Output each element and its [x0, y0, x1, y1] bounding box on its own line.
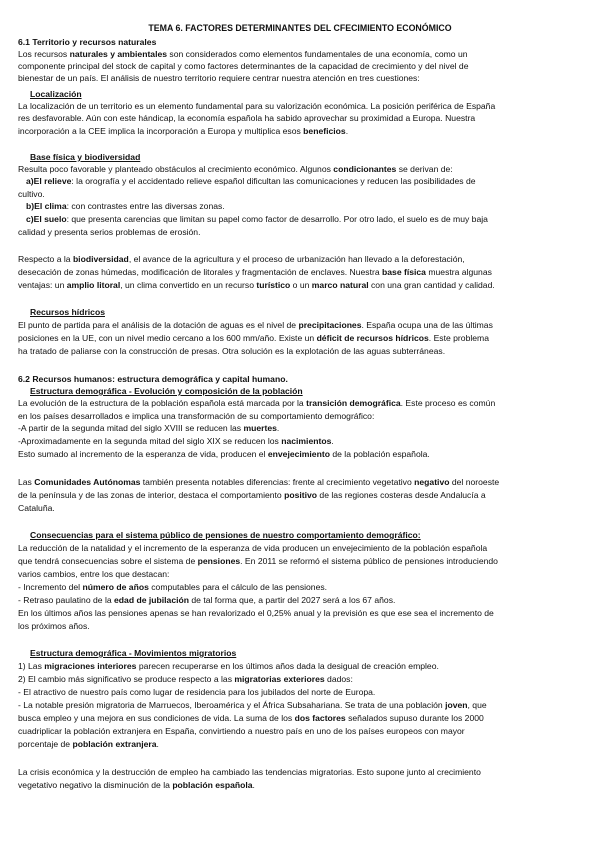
bold-text: marco natural	[311, 280, 369, 290]
bold-text: beneficios	[303, 126, 346, 136]
paragraph-line	[18, 556, 498, 568]
underlined-heading-text: Base física y biodiversidad	[30, 152, 141, 162]
subheading	[30, 530, 421, 542]
text-run: . Este proceso es común	[400, 398, 496, 408]
paragraph-line	[18, 49, 468, 61]
text-run: señalados supuso durante los 2000	[345, 713, 484, 723]
text-run: parecen recuperarse en los últimos años dada la desigual de creación empleo.	[136, 661, 439, 671]
text-run: - La notable presión migratoria de Marruecos, Iberoamérica y el África Subsahariana. Se trata de una población	[18, 700, 446, 710]
text-run: : la orografía y el accidentado relieve español dificultan las comunicaciones y reducen las posibilidades de	[71, 176, 476, 186]
text-run: 2) El cambio más significativo se produce respecto a las	[18, 674, 235, 684]
paragraph-line	[18, 346, 445, 358]
text-run: o un	[290, 280, 312, 290]
list-item	[18, 661, 439, 673]
paragraph-line	[18, 189, 45, 201]
text-run: también presenta notables diferencias: frente al crecimiento vegetativo	[140, 477, 415, 487]
text-run: .	[156, 739, 159, 749]
paragraph-line	[18, 490, 486, 502]
bold-text: migratorias exteriores	[234, 674, 325, 684]
paragraph-line	[18, 436, 334, 448]
list-item	[18, 595, 395, 607]
paragraph-line	[18, 126, 348, 138]
paragraph-line	[18, 621, 90, 633]
text-run: La localización de un territorio es un elemento fundamental para su valorización económica. La posición periférica de España	[18, 101, 496, 111]
text-run: : que presenta carencias que limitan su papel como factor de desarrollo. Por otro lado, el suelo es de muy baja	[66, 214, 488, 224]
text-run: El punto de partida para el análisis de la dotación de aguas es el nivel de	[18, 320, 299, 330]
paragraph-line	[18, 423, 279, 435]
bold-text: dos factores	[294, 713, 346, 723]
paragraph-line	[18, 713, 484, 725]
text-run: Resulta poco favorable y planteado obstáculos al crecimiento económico. Algunos	[18, 164, 334, 174]
text-run: Esto sumado al incremento de la esperanza de vida, producen el	[18, 449, 268, 459]
subheading	[30, 386, 303, 398]
bold-text: edad de jubilación	[114, 595, 189, 605]
bold-text: 6.2 Recursos humanos: estructura demográfica y capital humano.	[18, 374, 288, 384]
paragraph-line	[18, 267, 492, 279]
paragraph-line	[18, 113, 475, 125]
text-run: del noroeste	[449, 477, 500, 487]
bold-text: número de años	[82, 582, 149, 592]
bold-text: población extranjera	[72, 739, 157, 749]
document-title: TEMA 6. FACTORES DETERMINANTES DEL CFECIMIENTO ECONÓMICO	[148, 23, 452, 33]
section-heading	[18, 374, 288, 386]
text-run: ventajas: un	[18, 280, 67, 290]
bold-text: transición demográfica	[306, 398, 401, 408]
text-run: Las	[18, 477, 35, 487]
paragraph-line	[18, 398, 495, 410]
subheading	[30, 648, 236, 660]
text-run: con una gran cantidad y calidad.	[368, 280, 495, 290]
bold-text: precipitaciones	[298, 320, 362, 330]
bold-text: 6.1 Territorio y recursos naturales	[18, 37, 157, 47]
text-run: de las regiones costeras desde Andalucía a	[317, 490, 486, 500]
text-run: cultivo.	[18, 189, 45, 199]
text-run: -A partir de la segunda mitad del siglo XVIII se reducen las	[18, 423, 244, 433]
underlined-heading-text: Consecuencias para el sistema público de pensiones de nuestro comportamiento demográfico:	[30, 530, 421, 540]
text-run: de la península y de las zonas de interior, destaca el comportamiento	[18, 490, 285, 500]
paragraph-line	[18, 569, 169, 581]
text-run: se derivan de:	[396, 164, 453, 174]
bold-text: base física	[382, 267, 426, 277]
text-run: cuadriplicar la población extranjera en España, convirtiendo a nuestro país en uno de los países europeos con mayor	[18, 726, 465, 736]
bold-text: muertes	[243, 423, 277, 433]
text-run: porcentaje de	[18, 739, 73, 749]
text-run: son considerados como elementos fundamentales de una economía, como un	[167, 49, 468, 59]
text-run: .	[331, 436, 334, 446]
section-heading	[18, 37, 156, 49]
list-item	[18, 582, 327, 594]
underlined-heading-text: Recursos hídricos	[30, 307, 105, 317]
bold-text: joven	[445, 700, 468, 710]
paragraph-line	[18, 73, 420, 85]
bold-text: población española	[172, 780, 253, 790]
subheading	[30, 152, 140, 164]
paragraph-line	[18, 280, 495, 292]
subheading	[30, 89, 82, 101]
text-run: dados:	[324, 674, 353, 684]
bold-text: migraciones interiores	[44, 661, 137, 671]
bold-text: turístico	[256, 280, 291, 290]
text-run: calidad y presenta serios problemas de erosión.	[18, 227, 201, 237]
text-run: En los últimos años las pensiones apenas se han revalorizado el 0,25% anual y la previsión es que ese sea el incremento de	[18, 608, 494, 618]
text-run: , que	[467, 700, 487, 710]
text-run: computables para el cálculo de las pensiones.	[148, 582, 328, 592]
text-run: que tendrá consecuencias sobre el sistema de	[18, 556, 198, 566]
bold-text: condicionantes	[333, 164, 397, 174]
paragraph-line	[18, 503, 55, 515]
bold-text: negativo	[414, 477, 450, 487]
paragraph-line	[18, 61, 468, 73]
bold-text: c)El suelo	[26, 214, 67, 224]
list-item	[26, 214, 488, 226]
paragraph-line	[18, 543, 487, 555]
text-run: los próximos años.	[18, 621, 90, 631]
underlined-heading-text: Estructura demográfica - Movimientos migratorios	[30, 648, 237, 658]
text-run: ha tratado de paliarse con la construcción de presas. Otra solución es la explotación de las aguas subterráneas.	[18, 346, 446, 356]
list-item	[26, 201, 225, 213]
text-run: de la población española.	[329, 449, 430, 459]
bold-text: amplio litoral	[66, 280, 121, 290]
text-run: , el avance de la agricultura y el proceso de urbanización han llevado a la deforestación,	[128, 254, 465, 264]
text-run: .	[252, 780, 255, 790]
text-run: , un clima convertido en un recurso	[120, 280, 257, 290]
paragraph-line	[18, 227, 200, 239]
text-run: . En 2011 se reformó el sistema público de pensiones introduciendo	[240, 556, 498, 566]
text-run: res desfavorable. Aún con este hándicap, la economía española ha sabido aprovechar su proximidad a Europa. Nuestra	[18, 113, 476, 123]
text-run: en los países desarrollados e implica una transformación de su comportamiento demográfico:	[18, 411, 375, 421]
bold-text: naturales y ambientales	[69, 49, 168, 59]
paragraph-line	[18, 726, 465, 738]
list-item	[18, 687, 375, 699]
bold-text: pensiones	[197, 556, 241, 566]
paragraph-line	[18, 608, 494, 620]
bold-text: envejecimiento	[267, 449, 330, 459]
text-run: posiciones en la UE, con un nivel medio cercano a los 600 mm/año. Existe un	[18, 333, 317, 343]
text-run: - Retraso paulatino de la	[18, 595, 115, 605]
paragraph-line	[18, 477, 499, 489]
text-run: incorporación a la CEE implica la incorporación a Europa y multiplica esos	[18, 126, 304, 136]
list-item	[26, 176, 476, 188]
paragraph-line	[18, 780, 255, 792]
paragraph-line	[18, 101, 495, 113]
bold-text: b)El clima	[26, 201, 67, 211]
text-run: componente principal del stock de capital y como factores determinantes de la capacidad de crecimiento y del nivel de	[18, 61, 469, 71]
text-run: desecación de zonas húmedas, modificación de litorales y fragmentación de enclaves. Nuestra	[18, 267, 383, 277]
paragraph-line	[18, 739, 159, 751]
text-run: -Aproximadamente en la segunda mitad del siglo XIX se reducen los	[18, 436, 282, 446]
underlined-heading-text: Localización	[30, 89, 82, 99]
bold-text: nacimientos	[281, 436, 332, 446]
text-run: . España ocupa una de las últimas	[361, 320, 493, 330]
underlined-heading-text: Estructura demográfica - Evolución y composición de la población	[30, 386, 303, 396]
paragraph-line	[18, 254, 465, 266]
bold-text: positivo	[284, 490, 318, 500]
paragraph-line	[18, 411, 374, 423]
text-run: vegetativo negativo la disminución de la	[18, 780, 173, 790]
paragraph-line	[18, 449, 430, 461]
paragraph-line	[18, 767, 481, 779]
bold-text: a)El relieve	[26, 176, 72, 186]
bold-text: déficit de recursos hídricos	[316, 333, 429, 343]
list-item	[18, 700, 487, 712]
text-run: La crisis económica y la destrucción de empleo ha cambiado las tendencias migratorias. Esto supone junto al crecimiento	[18, 767, 481, 777]
text-run: Los recursos	[18, 49, 70, 59]
text-run: La evolución de la estructura de la población española está marcada por la	[18, 398, 307, 408]
list-item	[18, 674, 353, 686]
paragraph-line	[18, 320, 493, 332]
text-run: . Este problema	[428, 333, 489, 343]
text-run: 1) Las	[18, 661, 45, 671]
text-run: bienestar de un país. El análisis de nuestro territorio requiere centrar nuestra atención en tres cuestiones:	[18, 73, 420, 83]
bold-text: Comunidades Autónomas	[34, 477, 141, 487]
bold-text: biodiversidad	[72, 254, 129, 264]
text-run: Respecto a la	[18, 254, 73, 264]
paragraph-line	[18, 164, 453, 176]
paragraph-line	[18, 333, 489, 345]
text-run: : con contrastes entre las diversas zonas.	[66, 201, 225, 211]
text-run: - Incremento del	[18, 582, 83, 592]
text-run: .	[345, 126, 349, 136]
text-run: - El atractivo de nuestro país como lugar de residencia para los jubilados del norte de Europa.	[18, 687, 376, 697]
text-run: La reducción de la natalidad y el incremento de la esperanza de vida producen un envejecimiento de la población española	[18, 543, 488, 553]
text-run: muestra algunas	[425, 267, 492, 277]
text-run: Cataluña.	[18, 503, 55, 513]
text-run: varios cambios, entre los que destacan:	[18, 569, 170, 579]
text-run: busca empleo y una mejora en sus condiciones de vida. La suma de los	[18, 713, 295, 723]
subheading	[30, 307, 105, 319]
text-run: .	[276, 423, 280, 433]
text-run: de tal forma que, a partir del 2027 será a los 67 años.	[189, 595, 396, 605]
